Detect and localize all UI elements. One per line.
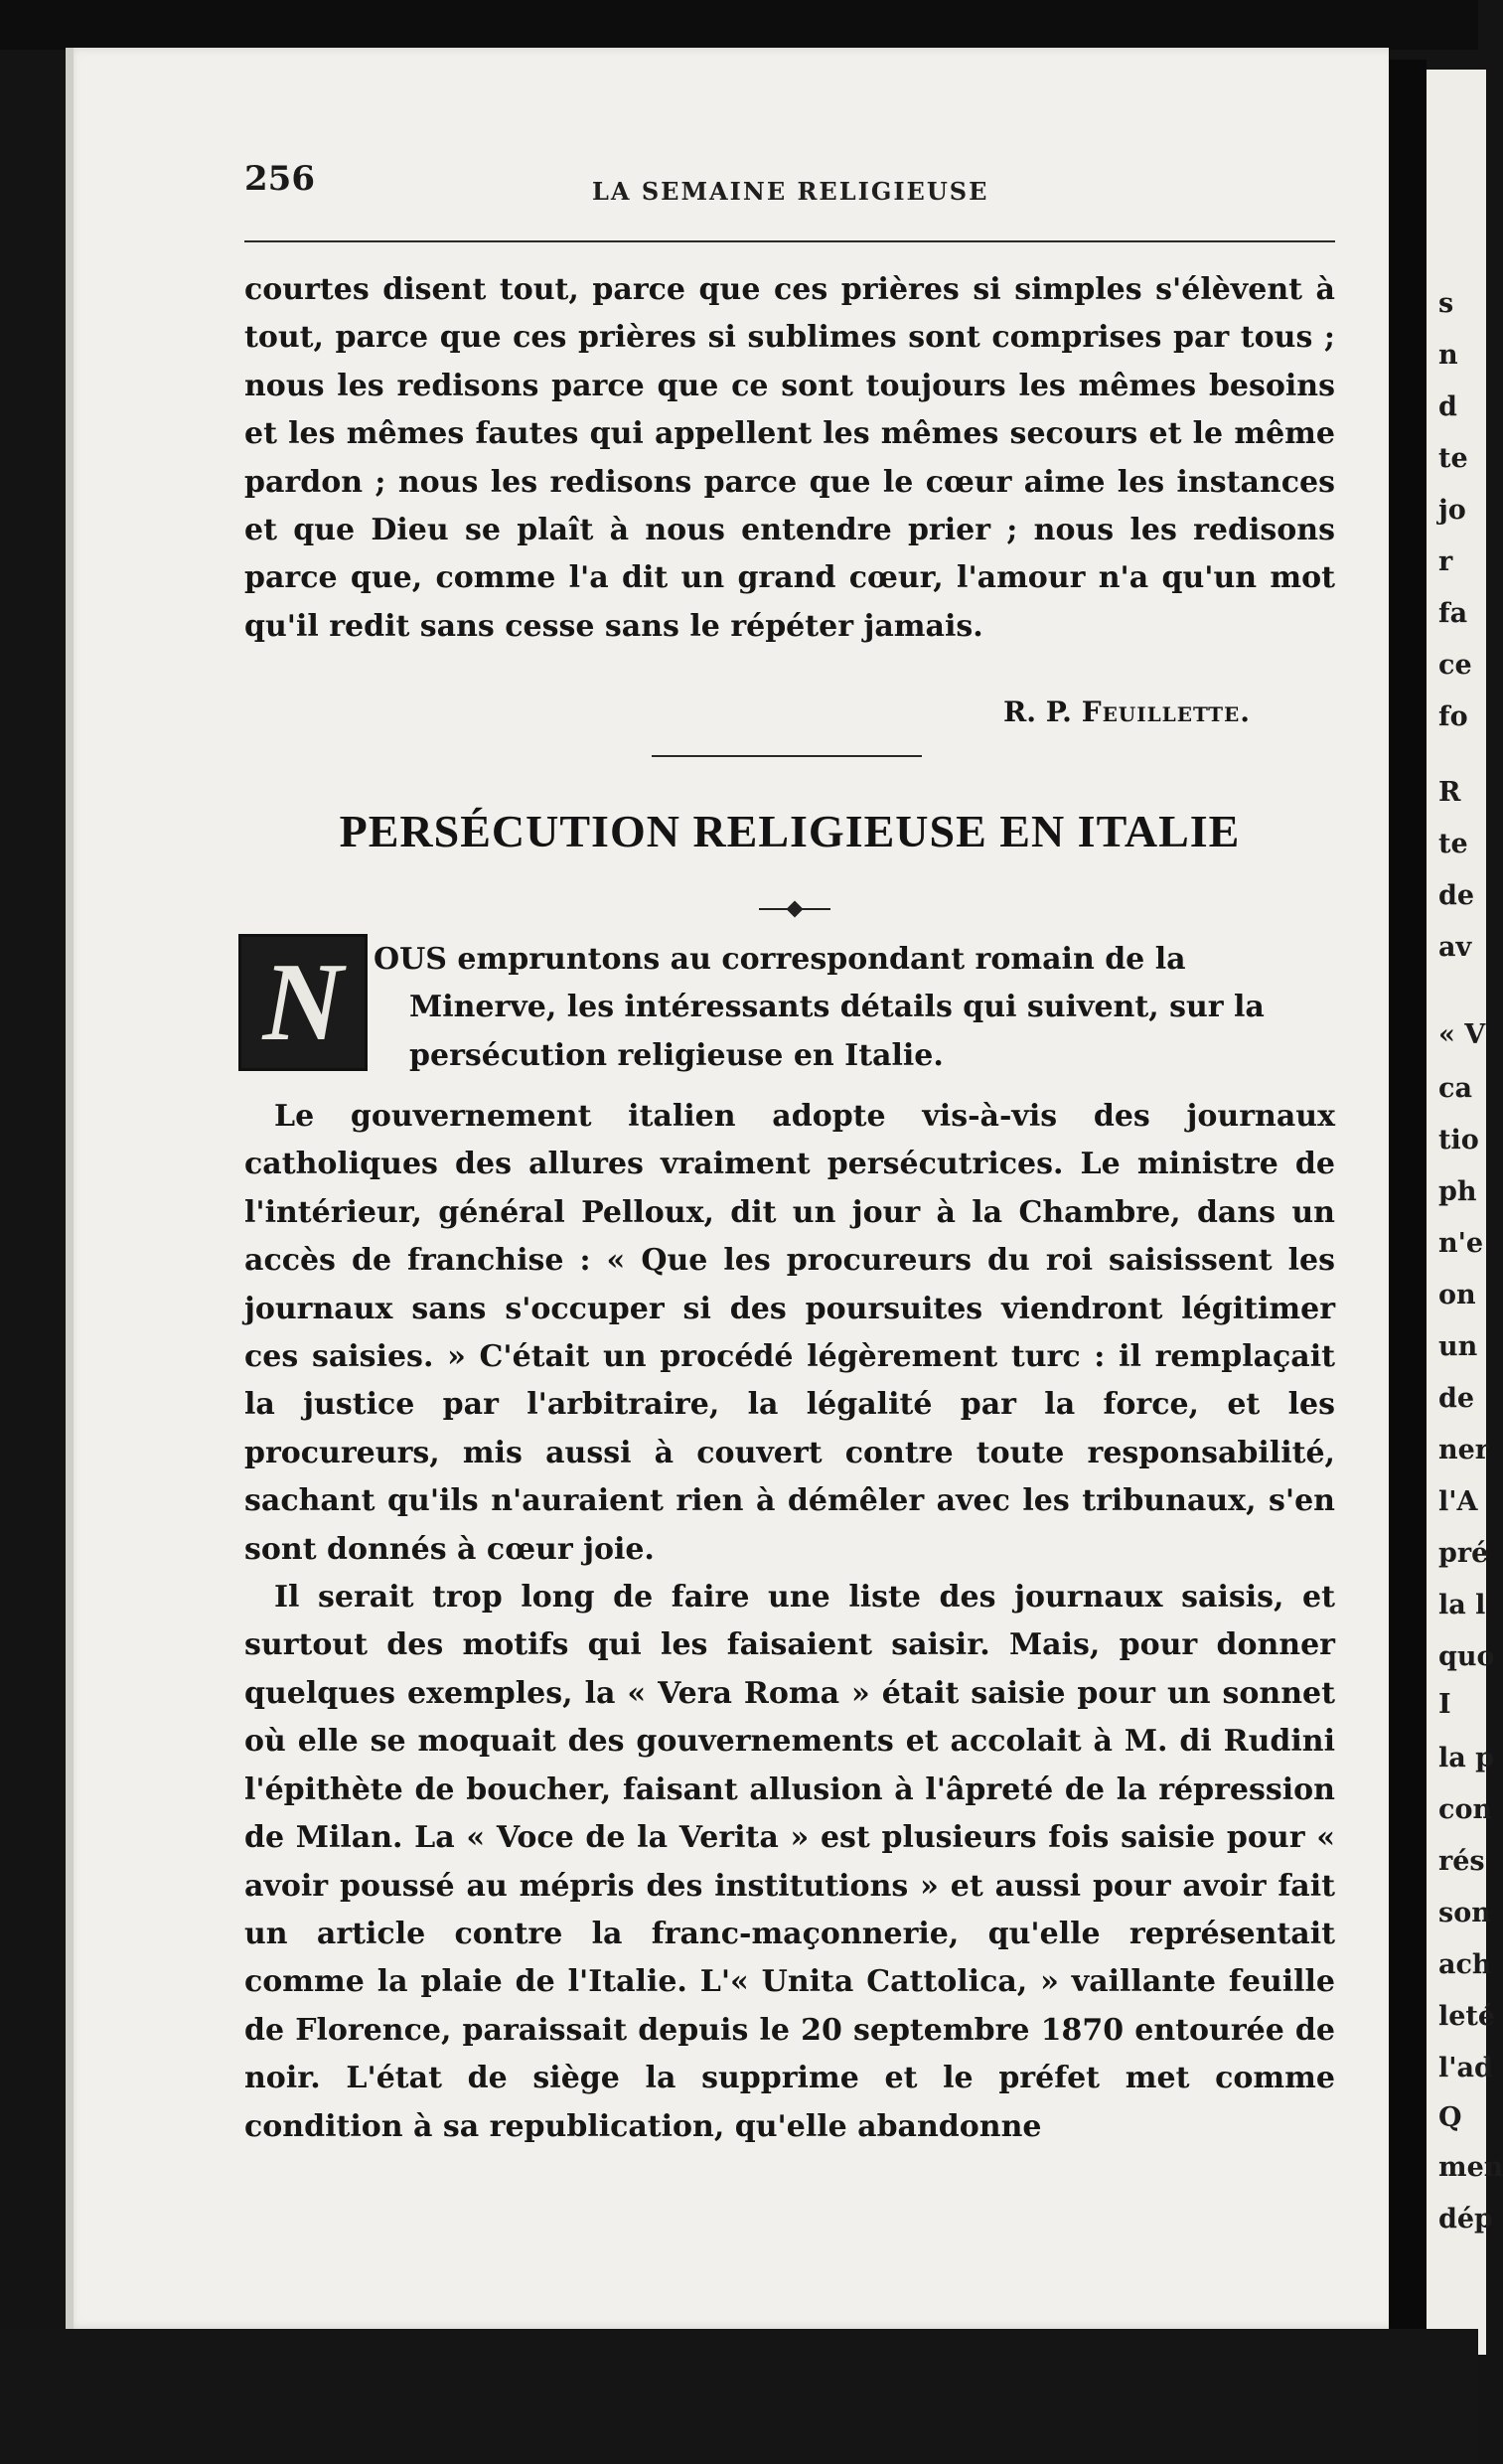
book-gutter [1389,60,1427,2345]
adjacent-page-fragment: la p [1438,1743,1495,1773]
adjacent-page-fragment: pré [1438,1538,1489,1569]
adjacent-page-fragment: s [1438,288,1454,319]
opening-paragraph: courtes disent tout, parce que ces prières si simples s'élèvent à tout, parce que ces prières si sublimes sont comprises par tous ; nous les redisons parce que ce sont toujours les mêmes besoins et les mêmes fautes qui appellent les mêmes secours et le même pardon ; nous les redisons parce que le cœur aime les instances et que Dieu se plaît à nous entendre prier ; nous les redisons parce que, comme l'a dit un grand cœur, l'amour n'a qu'un mot qu'il redit sans cesse sans le répéter jamais. [244,272,1335,644]
adjacent-page-fragment: men [1438,2152,1503,2183]
adjacent-page-fragment: jo [1438,495,1466,526]
adjacent-page-fragment: ca [1438,1073,1472,1104]
adjacent-page-fragment: de [1438,880,1475,911]
section-divider [652,755,922,757]
adjacent-page-fragment: leté [1438,2001,1496,2032]
adjacent-page-fragment: de [1438,1383,1475,1414]
adjacent-page-fragment: ach [1438,1949,1492,1980]
opening-paragraph-block [244,266,1335,651]
adjacent-page-fragment: n [1438,340,1458,371]
adjacent-page-fragment: l'A [1438,1486,1478,1517]
adjacent-page-fragment: I [1438,1689,1451,1720]
drop-cap-letter: N [262,941,344,1064]
intro-first-word: OUS [374,942,447,977]
intro-line-2: Minerve, les intéressants détails qui suivent, sur la [409,990,1265,1025]
article-body [244,1093,1335,2151]
signature-name: Feuillette. [1081,695,1252,728]
intro-line-1 [244,936,1335,984]
article-paragraph-1: Le gouvernement italien adopte vis-à-vis des journaux catholiques des allures vraiment persécutrices. Le ministre de l'intérieur, général Pelloux, dit un jour à la Chambre, dans un accès de franchise : « Que les procureurs du roi saisissent les journaux sans s'occuper si des poursuites viendront légitimer ces saisies. » C'était un procédé légèrement turc : il remplaçait la justice par l'arbitraire, la légalité par la force, et les procureurs, mis aussi à couvert contre toute responsabilité, sachant qu'ils n'auraient rien à démêler avec les tribunaux, s'en sont donnés à cœur joie. [244,1099,1335,1567]
adjacent-page-fragment: ph [1438,1176,1477,1207]
adjacent-page-fragment: d [1438,391,1457,422]
intro-line-3: persécution religieuse en Italie. [409,1037,944,1073]
adjacent-page-fragment: r [1438,546,1453,577]
scan-border-bottom [0,2329,1478,2464]
page-edge-shadow [66,48,74,2329]
adjacent-page-fragment: un [1438,1331,1478,1362]
page-header [244,159,1337,219]
adjacent-page-fragment: R [1438,777,1461,808]
scan-border-top [0,0,1478,50]
article-paragraph-2: Il serait trop long de faire une liste des journaux saisis, et surtout des motifs qui les faisaient saisir. Mais, pour donner quelques exemples, la « Vera Roma » était saisie pour un sonnet où elle se moquait des gouvernements et accolait à M. di Rudini l'épithète de boucher, faisant allusion à l'âpreté de la répression de Milan. La « Voce de la Verita » est plusieurs fois saisie pour « avoir poussé au mépris des institutions » et aussi pour avoir fait un article contre la franc-maçonnerie, qu'elle représentait comme la plaie de l'Italie. L'« Unita Cattolica, » vaillante feuille de Florence, paraissait depuis le 20 septembre 1870 entourée de noir. L'état de siège la supprime et le préfet met comme condition à sa republication, qu'elle abandonne [244,1580,1335,2144]
article-title: PERSÉCUTION RELIGIEUSE EN ITALIE [339,806,1241,856]
adjacent-page-fragment: te [1438,443,1468,474]
adjacent-page-fragment: con [1438,1794,1493,1825]
adjacent-page-fragment: ce [1438,650,1472,681]
adjacent-page-fragment: quo [1438,1641,1495,1672]
adjacent-page-fragment: l'ad [1438,2053,1493,2083]
adjacent-page-fragment: te [1438,829,1468,859]
header-rule [244,240,1335,242]
adjacent-page-fragment: ner [1438,1435,1490,1465]
running-title: LA SEMAINE RELIGIEUSE [592,177,989,206]
adjacent-page-fragment: fa [1438,598,1468,629]
signature-prefix: R. P. [1003,695,1072,728]
adjacent-page-fragment: rés [1438,1846,1485,1877]
adjacent-page-fragment: son [1438,1898,1491,1928]
adjacent-page-fragment: av [1438,932,1472,963]
ornament-divider [755,899,834,919]
adjacent-page-fragment: la l [1438,1590,1486,1620]
page-number: 256 [244,159,315,199]
signature [1003,695,1251,728]
adjacent-page-fragment: Q [1438,2102,1462,2133]
article-intro [244,936,1335,1080]
adjacent-page-fragment: « V [1438,1019,1486,1050]
intro-line-1-text: empruntons au correspondant romain de la [457,942,1186,977]
adjacent-page-edge [1427,70,1503,2355]
adjacent-page-fragment: n'e [1438,1228,1484,1259]
adjacent-page-fragment: tio [1438,1125,1479,1155]
adjacent-page-fragment: fo [1438,701,1468,732]
adjacent-page-fragment: on [1438,1280,1476,1310]
adjacent-page-fragment: dép [1438,2204,1493,2234]
